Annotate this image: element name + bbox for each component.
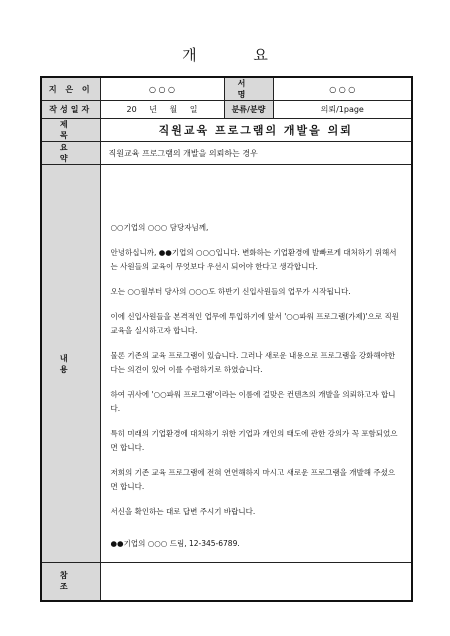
date-label: 작성일자	[41, 101, 100, 119]
letter-paragraph: 안녕하십니까, ●●기업의 ○○○입니다. 변화하는 기업환경에 발빠르게 대처하기 위해서는 사원들의 교육이 무엇보다 우선시 되어야 한다고 생각합니다.	[110, 248, 397, 271]
subject-row	[41, 119, 412, 142]
category-label: 분류/분량	[224, 101, 273, 119]
approver-label: 서 명	[224, 77, 273, 101]
letter-paragraph: 이에 신입사원들을 본격적인 업무에 투입하기에 앞서 '○○파워 프로그램(가제)'으로 직원교육을 실시하고자 합니다.	[110, 312, 399, 335]
reference-value	[100, 563, 412, 601]
letter-body	[100, 165, 412, 563]
letter-paragraph: ○○기업의 ○○○ 담당자님께,	[110, 223, 209, 232]
subject-label: 제 목	[41, 119, 100, 142]
category-value: 의뢰/1page	[273, 101, 412, 119]
summary-form-table	[40, 76, 413, 602]
content-label: 내 용	[41, 165, 100, 563]
document-title: 개 요	[182, 46, 294, 64]
reference-row	[41, 563, 412, 601]
letter-signature: ●●기업의 ○○○ 드림, 12-345-6789.	[110, 539, 240, 548]
letter-paragraph: 저희의 기존 교육 프로그램에 전혀 연연해하지 마시고 새로운 프로그램을 개발해 주셨으면 합니다.	[110, 468, 396, 491]
approver-value: ○ ○ ○	[273, 77, 412, 101]
letter-paragraph: 서신을 확인하는 대로 답변 주시기 바랍니다.	[110, 507, 256, 516]
reference-label: 참 조	[41, 563, 100, 601]
author-value: ○ ○ ○	[100, 77, 224, 101]
letter-paragraph: 오는 ○○월부터 당사의 ○○○도 하반기 신입사원들의 업무가 시작됩니다.	[110, 287, 351, 296]
letter-paragraph: 물론 기존의 교육 프로그램이 있습니다. 그러나 새로운 내용으로 프로그램을 강화해야한다는 의견이 있어 이를 수렴하기로 하였습니다.	[110, 351, 396, 374]
date-value: 20 년 월 일	[100, 101, 224, 119]
author-label: 지 은 이	[41, 77, 100, 101]
letter-paragraph: 하여 귀사에 '○○파워 프로그램'이라는 이름에 걸맞은 컨텐츠의 개발을 의뢰하고자 합니다.	[110, 390, 396, 413]
subject-value: 직원교육 프로그램의 개발을 의뢰	[100, 119, 412, 142]
summary-row	[41, 142, 412, 165]
summary-value: 직원교육 프로그램의 개발을 의뢰하는 경우	[100, 142, 412, 165]
author-row	[41, 77, 412, 101]
letter-paragraph: 특히 미래의 기업환경에 대처하기 위한 기업과 개인의 태도에 관한 강의가 꼭 포함되었으면 합니다.	[110, 429, 398, 452]
date-row	[41, 101, 412, 119]
summary-label: 요 약	[41, 142, 100, 165]
content-row	[41, 165, 412, 563]
